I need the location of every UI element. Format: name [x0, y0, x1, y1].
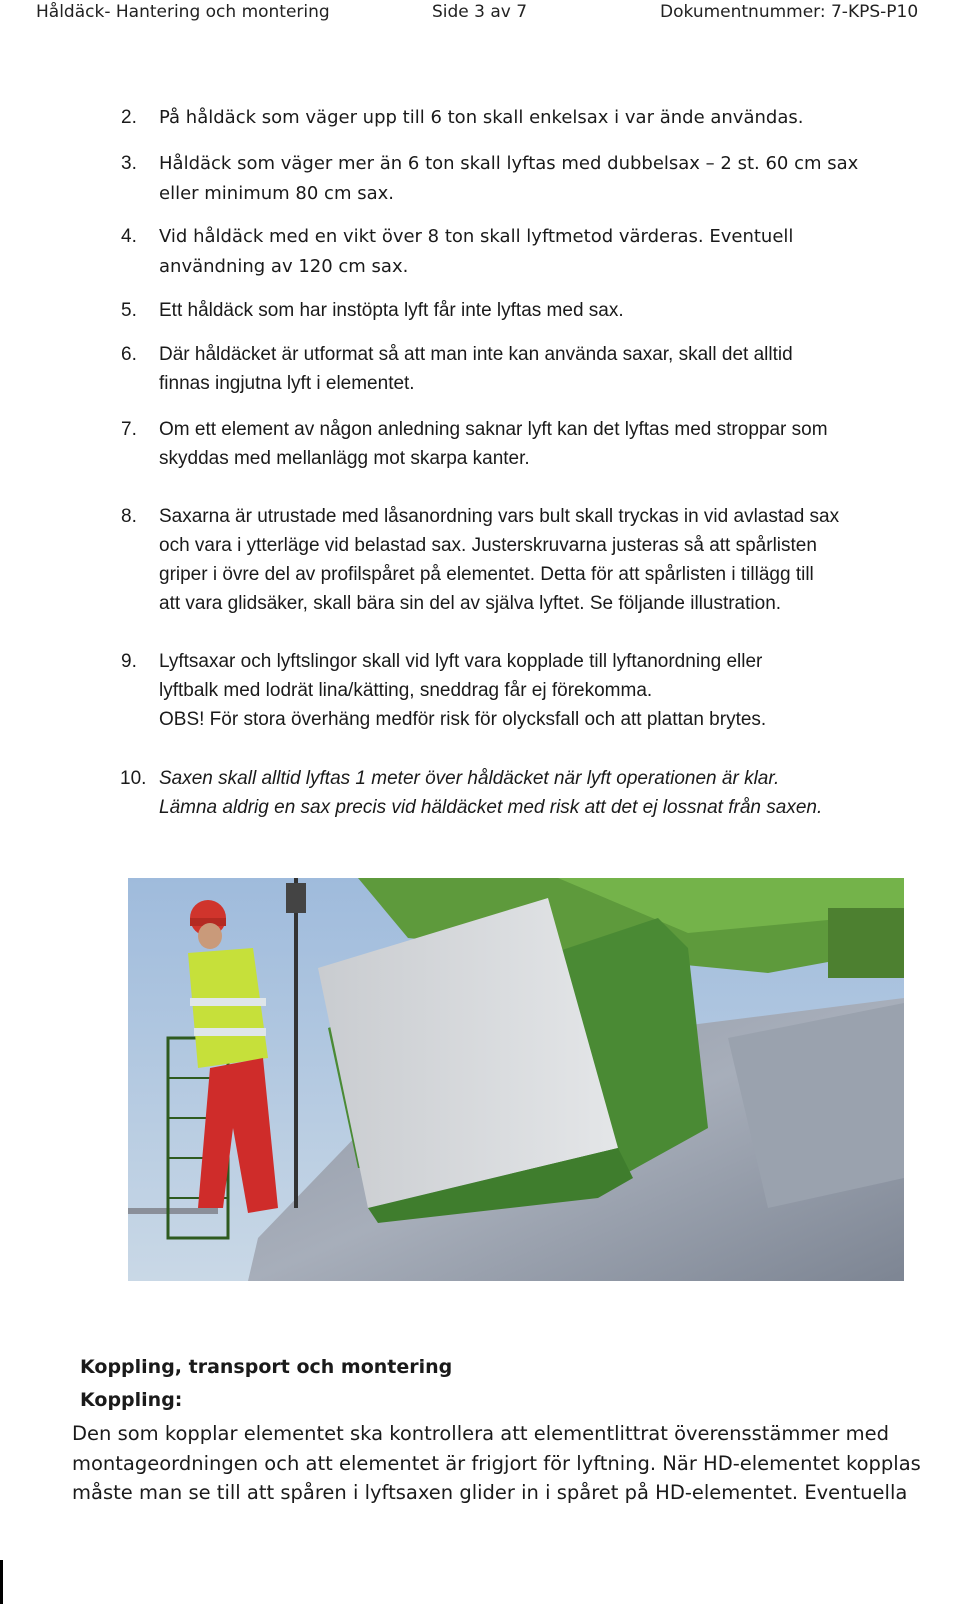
header-page-number: Side 3 av 7 — [432, 2, 528, 22]
header-document-number: Dokumentnummer: 7-KPS-P10 — [660, 2, 919, 22]
list-item-line: lyftbalk med lodrät lina/kätting, sneddrag får ej förekomma. — [159, 680, 653, 701]
list-item-number: 3. — [121, 153, 137, 174]
list-item-number: 6. — [121, 344, 137, 365]
list-item-line: skyddas med mellanlägg mot skarpa kanter. — [159, 448, 530, 469]
page-header — [0, 0, 960, 26]
list-item-number: 2. — [121, 107, 137, 128]
list-item-line: Lyftsaxar och lyftslingor skall vid lyft vara kopplade till lyftanordning eller — [159, 651, 763, 672]
paragraph-line: måste man se till att spåren i lyftsaxen glider in i spåret på HD-elementet. Eventuella — [72, 1481, 908, 1504]
list-item-number: 7. — [121, 419, 137, 440]
header-document-title: Håldäck- Hantering och montering — [36, 2, 330, 22]
coupling-paragraph — [72, 1419, 952, 1508]
paragraph-line: montageordningen och att elementet är frigjort för lyftning. När HD-elementet kopplas — [72, 1451, 921, 1475]
list-item-line: Saxarna är utrustade med låsanordning vars bult skall tryckas in vid avlastad sax — [159, 506, 840, 527]
lifting-illustration — [128, 878, 904, 1281]
list-item-line: Om ett element av någon anledning saknar lyft kan det lyftas med stroppar som — [159, 419, 828, 440]
list-item-line: OBS! För stora överhäng medför risk för olycksfall och att plattan brytes. — [159, 709, 767, 730]
list-item-line: griper i övre del av profilspåret på elementet. Detta för att spårlisten i tillägg till — [159, 564, 814, 585]
list-item-line: att vara glidsäker, skall bära sin del av själva lyftet. Se följande illustration. — [159, 593, 782, 614]
lifting-photo — [128, 878, 904, 1281]
list-item-line: Saxen skall alltid lyftas 1 meter över håldäcket när lyft operationen är klar. — [159, 768, 780, 789]
list-item-line: Lämna aldrig en sax precis vid häldäcket med risk att det ej lossnat från saxen. — [159, 797, 823, 818]
list-item-line: finnas ingjutna lyft i elementet. — [159, 373, 415, 394]
list-item-number: 9. — [121, 651, 137, 672]
list-item-line: eller minimum 80 cm sax. — [159, 183, 394, 204]
list-item-number: 8. — [121, 506, 137, 527]
list-item-line: och vara i ytterläge vid belastad sax. Justerskruvarna justeras så att spårlisten — [159, 535, 817, 556]
list-item-line: På håldäck som väger upp till 6 ton skall enkelsax i var ände användas. — [159, 107, 804, 128]
list-item-line: Vid håldäck med en vikt över 8 ton skall lyftmetod värderas. Eventuell — [159, 226, 794, 247]
list-item-line: användning av 120 cm sax. — [159, 256, 409, 277]
list-item-number: 4. — [121, 226, 137, 247]
margin-bar — [0, 1560, 3, 1604]
list-item-number: 5. — [121, 300, 137, 321]
subsection-title: Koppling: — [80, 1389, 183, 1411]
list-item-line: Håldäck som väger mer än 6 ton skall lyftas med dubbelsax – 2 st. 60 cm sax — [159, 153, 859, 174]
list-item-number: 10. — [120, 768, 147, 789]
section-title: Koppling, transport och montering — [80, 1356, 453, 1378]
list-item-line: Ett håldäck som har instöpta lyft får inte lyftas med sax. — [159, 300, 624, 321]
paragraph-line: Den som kopplar elementet ska kontrollera att elementlittrat överensstämmer med — [72, 1422, 889, 1445]
list-item-line: Där håldäcket är utformat så att man inte kan använda saxar, skall det alltid — [159, 344, 793, 365]
